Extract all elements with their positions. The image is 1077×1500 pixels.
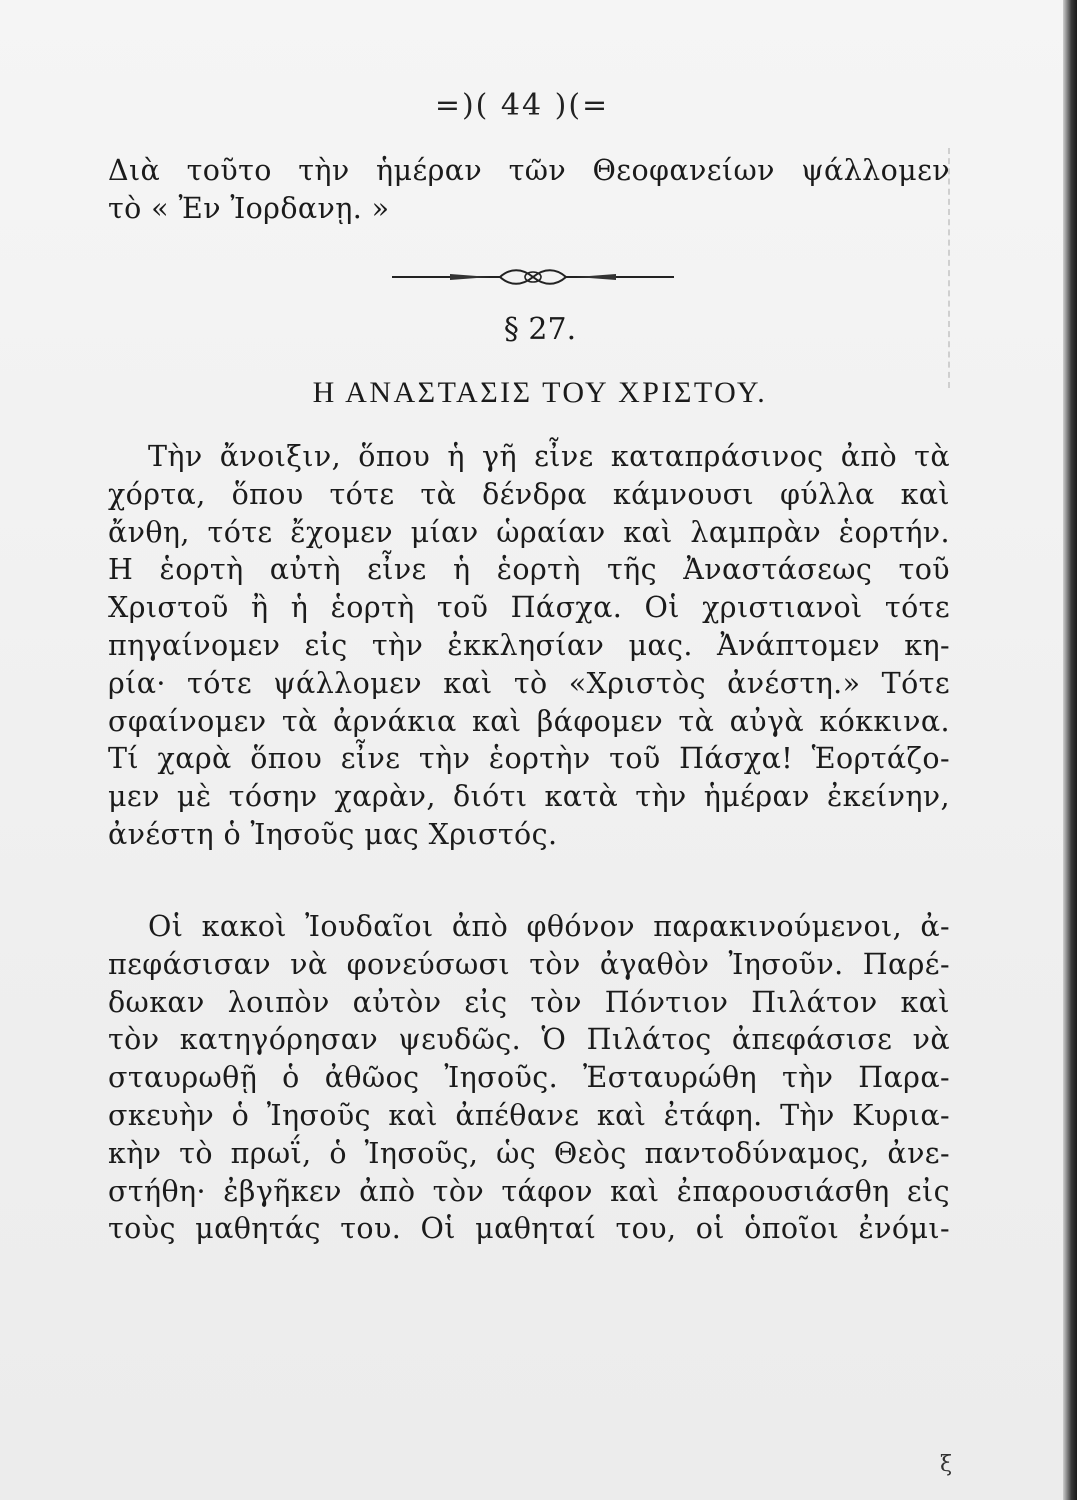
paragraph-line: σταυρωθῇ ὁ ἀθῶος Ἰησοῦς. Ἐσταυρώθη τὴν Παρα- bbox=[108, 1061, 950, 1095]
paragraph-line: Τί χαρὰ ὅπου εἶνε τὴν ἑορτὴν τοῦ Πάσχα! Ἑορτάζο- bbox=[108, 742, 950, 776]
paragraph-line: σφαίνομεν τὰ ἀρνάκια καὶ βάφομεν τὰ αὐγὰ κόκκινα. bbox=[108, 704, 950, 738]
paragraph-line: σκευὴν ὁ Ἰησοῦς καὶ ἀπέθανε καὶ ἐτάφη. Τὴν Κυρια- bbox=[108, 1098, 950, 1132]
paragraph-line: Η ἑορτὴ αὐτὴ εἶνε ἡ ἑορτὴ τῆς Ἀναστάσεως τοῦ bbox=[108, 553, 950, 587]
paragraph-line: ρία· τότε ψάλλομεν καὶ τὸ «Χριστὸς ἀνέστη.» Τότε bbox=[108, 666, 950, 700]
paragraph-2 bbox=[108, 908, 950, 1248]
section-number: § 27. bbox=[503, 312, 577, 347]
paragraph-line: Οἱ κακοὶ Ἰουδαῖοι ἀπὸ φθόνον παρακινούμενοι, ἀ- bbox=[148, 910, 950, 943]
margin-mark: ξ bbox=[940, 1452, 953, 1477]
scan-edge bbox=[1063, 0, 1077, 1500]
intro-line: Διὰ τοῦτο τὴν ἡμέραν τῶν Θεοφανείων ψάλλομεν bbox=[108, 154, 950, 187]
intro-line: τὸ « Ἐν Ἰορδανῃ. » bbox=[108, 191, 390, 225]
decorative-rule bbox=[390, 266, 676, 288]
paragraph-line: χόρτα, ὅπου τότε τὰ δένδρα κάμνουσι φύλλα καὶ bbox=[108, 477, 950, 511]
paragraph-line: πηγαίνομεν εἰς τὴν ἐκκλησίαν μας. Ἀνάπτομεν κη- bbox=[108, 628, 950, 662]
paragraph-line: στήθη· ἐβγῆκεν ἀπὸ τὸν τάφον καὶ ἐπαρουσιάσθη εἰς bbox=[108, 1174, 950, 1208]
paragraph-line: πεφάσισαν νὰ φονεύσωσι τὸν ἀγαθὸν Ἰησοῦν. Παρέ- bbox=[108, 947, 950, 981]
paragraph-line: ἄνθη, τότε ἔχομεν μίαν ὡραίαν καὶ λαμπρὰν ἑορτήν. bbox=[108, 515, 950, 549]
paragraph-line: Τὴν ἄνοιξιν, ὅπου ἡ γῆ εἶνε καταπράσινος ἀπὸ τὰ bbox=[148, 440, 950, 473]
paragraph-line: τοὺς μαθητάς του. Οἱ μαθηταί του, οἱ ὁποῖοι ἐνόμι- bbox=[108, 1212, 950, 1246]
paragraph-1 bbox=[108, 438, 950, 854]
paragraph-line: μεν μὲ τόσην χαρὰν, διότι κατὰ τὴν ἡμέραν ἐκείνην, bbox=[108, 780, 950, 814]
page-number: =)( 44 )(= bbox=[434, 88, 610, 123]
paragraph-line: κὴν τὸ πρωΐ, ὁ Ἰησοῦς, ὡς Θεὸς παντοδύναμος, ἀνε- bbox=[108, 1136, 950, 1170]
paragraph-line: Χριστοῦ ἢ ἡ ἑορτὴ τοῦ Πάσχα. Οἱ χριστιανοὶ τότε bbox=[108, 591, 950, 625]
paragraph-line: ἀνέστη ὁ Ἰησοῦς μας Χριστός. bbox=[108, 817, 558, 851]
paragraph-line: τὸν κατηγόρησαν ψευδῶς. Ὁ Πιλάτος ἀπεφάσισε νὰ bbox=[108, 1023, 950, 1057]
intro-text bbox=[108, 152, 950, 228]
paragraph-line: δωκαν λοιπὸν αὐτὸν εἰς τὸν Πόντιον Πιλάτον καὶ bbox=[108, 985, 950, 1019]
chapter-title: Η ΑΝΑΣΤΑΣΙΣ ΤΟΥ ΧΡΙΣΤΟΥ. bbox=[312, 376, 768, 409]
